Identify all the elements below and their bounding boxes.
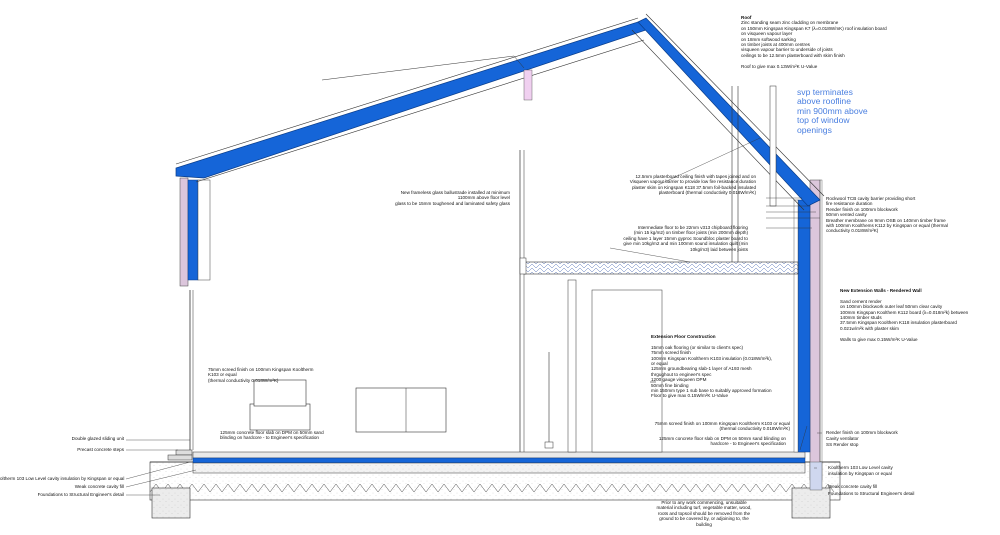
lamp [545, 352, 553, 448]
site-clearance-line: material including turf, vegetable matter, wood, [656, 505, 752, 511]
svp-pipe [770, 86, 776, 206]
extension-floor-line: 100mm Kingspan Kooltherm K103 insulation (0.018W/m²k), [651, 355, 773, 361]
intermediate-floor-note [552, 225, 748, 252]
right-wall [794, 180, 822, 490]
extension-walls-line: 0.021w/m²k with plaster skim [840, 325, 899, 331]
extension-floor-line: min 150mm type 1 sub base to suitably approved formation [651, 388, 772, 394]
right-wall-notes [826, 196, 948, 234]
extension-floor-line: thrgughout to engineer's spec [651, 371, 712, 377]
roof-note-line: on visqueen vapour layer [741, 31, 793, 37]
svp-note-line: above roofline [797, 96, 851, 107]
svp-note-line: svp terminates [797, 87, 853, 97]
right-wall-note-line: Render finish on 100mm blockwork [826, 206, 898, 212]
extension-walls-line: Walls to give max 0.15W/m²K U-Value [840, 336, 918, 342]
balustrade-note-line: 1100mm above floor level [457, 195, 510, 201]
right-kooltherm-label-1: Kooltherm 103 Low Level cavity [828, 465, 893, 470]
left-insulation-label: oltherm 103 Low Level cavity insulation by Kingspan or equal [0, 476, 125, 481]
roof-note-line: on 150mm Kingspan Kingspan K7 (λ=0.018W/mK) roof insulation board [741, 25, 887, 31]
screed-right-line: (thermal conductivity 0.018W/m²K) [719, 426, 790, 432]
svp-note-line: min 900mm above [797, 105, 868, 116]
screed-right-note [590, 421, 790, 432]
site-clearance-note [636, 500, 772, 527]
extension-floor-line: 15mm oak flooring (or similar to client's spec) [651, 344, 744, 350]
screed-left-note [208, 367, 313, 383]
intermediate-floor [520, 258, 798, 274]
precast-steps [168, 450, 192, 460]
extension-walls-title: New Extension Walls - Rendered Wall [840, 288, 922, 293]
site-clearance-line: building [696, 521, 712, 527]
balustrade-note-line: glass to be 15mm toughened and laminated safety glass [395, 200, 510, 206]
right-render-label: Render finish on 100mm blockwork [826, 430, 898, 435]
right-wall-note-line: fire resistance duration [826, 201, 873, 207]
extension-walls-line: on 100mm blockwork outer leaf 50mm clear cavity [840, 304, 943, 310]
roof-note-line: visqueen vapour barrier to underside of joists [741, 47, 833, 53]
site-clearance-line: ground to be covered by, or adjoining to, the [659, 516, 749, 522]
sofa-right [356, 388, 446, 432]
left-wall [180, 178, 210, 450]
slab-right-line: hardcore - to Engineer's specification [710, 441, 786, 447]
extension-floor-line: 125mm groundbearing slab-1 layer of A193 mesh [651, 366, 752, 372]
extension-walls-note [840, 288, 968, 342]
precast-steps-label: Precast concrete steps [77, 447, 124, 452]
balustrade-note [308, 190, 510, 206]
extension-floor-note [651, 334, 772, 399]
screed-right-line: 75mm screed finish on 100mm Kingspan Kooltherm K103 or equal [654, 421, 790, 426]
screed-left-line: K103 or equal [208, 372, 237, 378]
slab-left-note [220, 430, 324, 441]
plasterboard-note-line: plasterboard (thermal conductivity 0.018W/m²K) [658, 190, 756, 196]
right-wall-note-line: 50mm vented cavity [826, 212, 867, 218]
roof-note-line: Zinc standing seam zinc cladding on membrane [741, 20, 839, 26]
right-cavity-fill-label: Weak concrete cavity fill [828, 484, 878, 489]
svp-note [797, 88, 868, 135]
left-cavity-fill-label: Weak concrete cavity fill [74, 484, 124, 489]
intermediate-floor-note-line: give min 10kg/m2 and min 100mm sound insulation quilt (min [623, 241, 748, 247]
roof-note [741, 15, 887, 69]
intermediate-floor-note-line: Intermediate floor to be 22mm v313 chipboard flooring [637, 225, 748, 230]
plasterboard-note-line: 12.5mm plasterboard ceiling finish with tapes joined and on [635, 174, 756, 179]
intermediate-floor-note-line: (min 15 kg/m2) on timber floor joists (min 200mm depth) [633, 230, 748, 236]
glazed-unit-label: Double glazed sliding unit [71, 436, 124, 441]
site-clearance-line: roots and topsoil should be removed from the [657, 510, 751, 516]
roof-note-line: ceilings to be 12.5mm plasterboard with skim finish [741, 52, 845, 58]
slab-right-note [608, 436, 786, 447]
right-wall-note-line: with 100mm Koolthems K112 by Kingspan or equal (thermal [826, 223, 948, 229]
slab-right-line: 125mm concrete floor slab on DPM on 50mm sand blinding on [658, 436, 786, 441]
plasterboard-note-line: plaster skim on Kingspan K118 37.5mm foil-backed insulated [631, 184, 756, 190]
plasterboard-note-line: Visqueen vapour barrier to provide low fire resistance duration [629, 179, 756, 185]
extension-floor-line: Floor to give max 0.15W/m²K U-Value [651, 393, 729, 399]
extension-walls-line: 37.5mm Kingspan Koolthem K118 insulation plasterboard [840, 320, 957, 326]
extension-floor-line: 1200 gauge visqueen DPM [651, 377, 707, 383]
ground-floor-buildup [150, 452, 840, 473]
plasterboard-note [548, 174, 756, 196]
render-stop-label: SS Render stop [826, 442, 859, 447]
extension-floor-line: 75mm screed finish [651, 350, 691, 356]
extension-floor-line: or equal [651, 361, 668, 367]
balustrade-note-line: New frameless glass ballustrade installed at minimum [400, 190, 510, 195]
screed-left-line: (thermal conductivity 0.018W/m²K) [208, 377, 279, 383]
slab-left-line: 125mm concrete floor slab on DPM on 50mm sand [220, 430, 324, 435]
foundation-right [792, 488, 830, 518]
roof-note-line: Roof to give max 0.13W/m²K U-Value [741, 63, 818, 69]
extension-walls-line: 100mm Kingspan Koolthem K112 board (λ=0.018m²k) between [840, 309, 969, 315]
roof-note-line: on 18mm softwood sarking [741, 36, 796, 42]
left-foundations-label: Foundations to Structural Engineer's detail [37, 492, 124, 497]
extension-walls-line: 140mm timber studs [840, 315, 882, 321]
extension-floor-line: 50mm fine binding [651, 382, 689, 388]
roof-left-slope [176, 18, 646, 182]
screed-left-line: 75mm screed finish on 100mm Kingspan Kooltherm [208, 367, 314, 372]
sofa-left [250, 380, 310, 430]
right-foundations-label: Foundations to Structural Engineer's detail [828, 491, 915, 496]
intermediate-floor-note-line: ceiling have 1 layer 15mm gyproc Soundbloc plaster board to [623, 235, 748, 241]
right-kooltherm-label-2: insulation by Kingspan or equal [828, 471, 892, 476]
site-clearance-line: Prior to any work commencing, unsuitable [661, 500, 747, 505]
svp-note-line: top of window [797, 115, 850, 126]
roof-note-line: on timber joists at 400mm centres [741, 42, 810, 48]
extension-walls-line: Sand cement render [840, 298, 882, 304]
slab-left-line: blinding on hardcore - to Engineer's specification [220, 435, 319, 441]
svp-note-line: openings [797, 124, 832, 135]
right-wall-note-line: Rockwool TCB cavity barrier providing short [826, 196, 916, 201]
roof-note-title: Roof [741, 15, 752, 20]
extension-floor-title: Extension Floor Construction [651, 334, 716, 339]
intermediate-floor-note-line: 10kg/m3) laid between joists [690, 246, 748, 252]
foundation-left [152, 488, 190, 518]
right-wall-note-line: Breather membrane on 9mm OSB on 140mm timber frame [826, 217, 946, 223]
right-wall-note-line: conductivity 0.018W/m²K) [826, 228, 879, 234]
cavity-ventilator-label: Cavity ventilator [826, 436, 859, 441]
